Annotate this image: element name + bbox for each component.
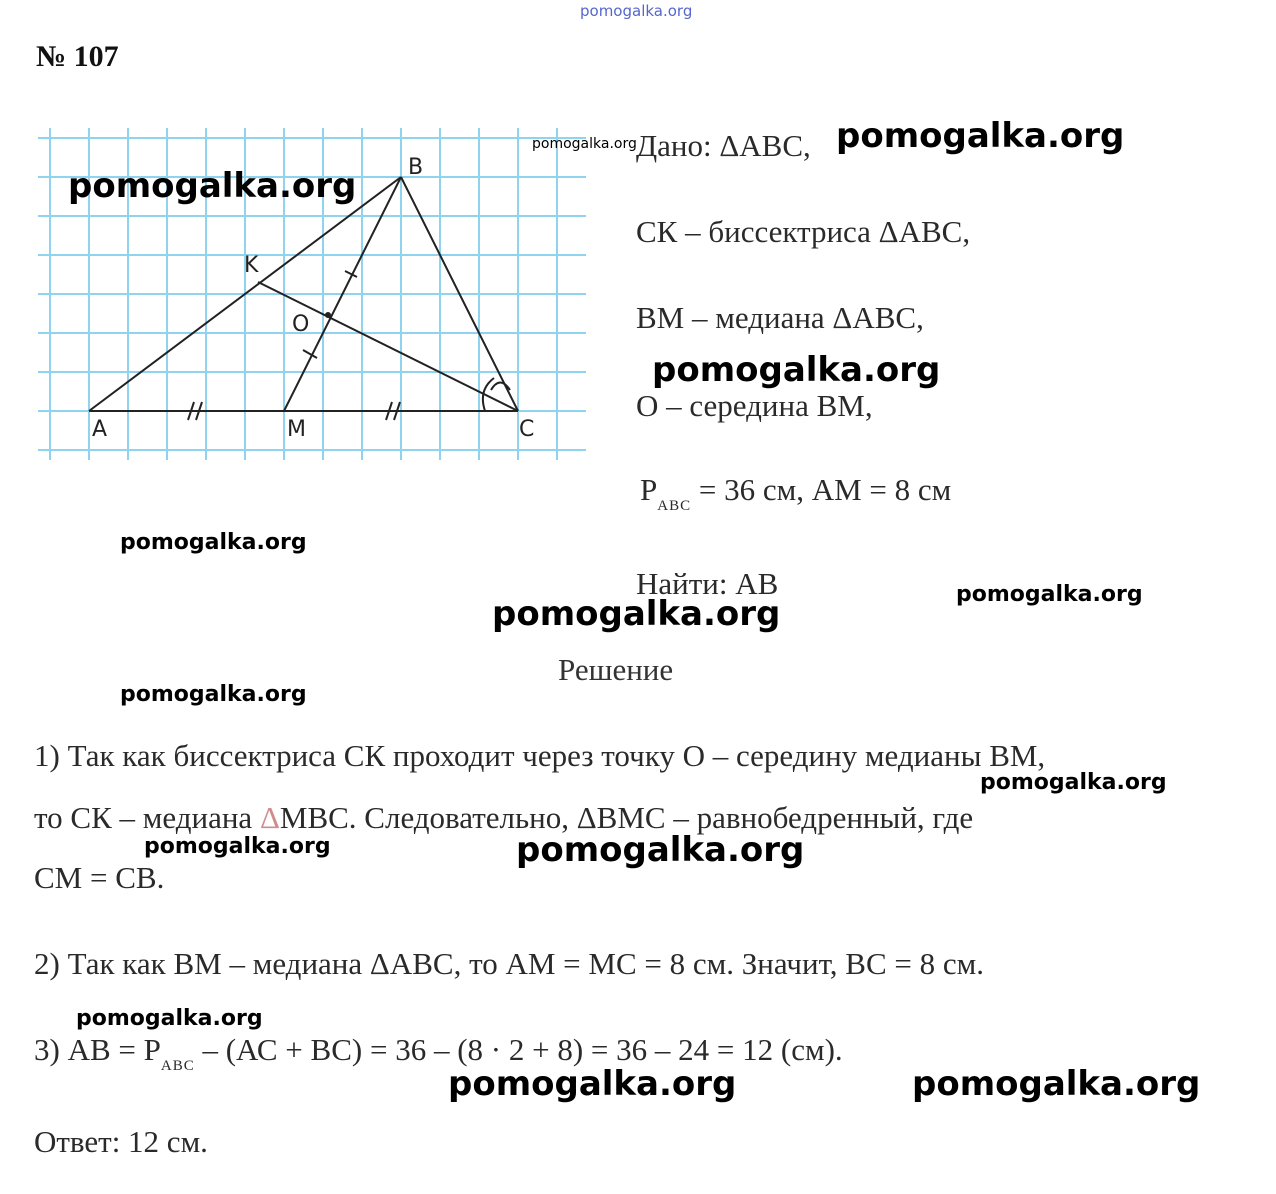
label-k: K: [244, 253, 259, 278]
label-m: M: [287, 417, 306, 442]
figure-watermark: pomogalka.org: [68, 166, 357, 206]
center-watermark-2: pomogalka.org: [516, 830, 805, 870]
bottom-watermark-2: pomogalka.org: [912, 1064, 1201, 1104]
left-watermark-2: pomogalka.org: [120, 682, 307, 707]
left-watermark-1: pomogalka.org: [120, 530, 307, 555]
figure-small-watermark: pomogalka.org: [532, 136, 637, 152]
center-watermark-1: pomogalka.org: [492, 594, 781, 634]
solution-step-1-line-2: то СК – медиана ΔМВС. Следовательно, ΔВМС – равнобедренный, где: [34, 800, 974, 835]
solution-step-2: 2) Так как ВМ – медиана ΔАВС, то АМ = МС = 8 см. Значит, ВС = 8 см.: [34, 946, 984, 981]
solution-step-1-line-3: СМ = СВ.: [34, 860, 165, 895]
given-line-1: Дано: ΔАВС,: [636, 128, 811, 163]
bottom-watermark-1: pomogalka.org: [448, 1064, 737, 1104]
point-o: [325, 312, 331, 318]
label-a: A: [92, 417, 108, 442]
left-watermark-4: pomogalka.org: [76, 1006, 263, 1031]
given-perimeter: $P_{ABC} = 36$ см, АМ = 8 см: [640, 472, 952, 514]
solution-heading: Решение: [558, 652, 674, 687]
left-watermark-3: pomogalka.org: [144, 834, 331, 859]
given-line-3: ВМ – медиана ΔАВС,: [636, 300, 924, 335]
label-c: C: [519, 417, 535, 442]
answer: Ответ: 12 см.: [34, 1124, 208, 1159]
triangle-figure: [0, 0, 600, 470]
given-line-4: О – середина ВМ,: [636, 388, 873, 423]
top-watermark: pomogalka.org: [580, 2, 693, 20]
label-b: B: [408, 155, 424, 180]
solution-step-3: 3) АВ = $P_{ABC} - (АС + ВС) = 36 - (8 \cdot 2 + 8) = 36 - 24 = 12$ (см).: [34, 1032, 843, 1074]
given-watermark: pomogalka.org: [836, 116, 1125, 156]
given-line-2: СК – биссектриса ΔАВС,: [636, 214, 971, 249]
mid-right-watermark: pomogalka.org: [652, 350, 941, 390]
right-watermark-2: pomogalka.org: [980, 770, 1167, 795]
label-o: O: [292, 312, 310, 337]
solution-step-1-line-1: 1) Так как биссектриса СК проходит через точку О – середину медианы ВМ,: [34, 738, 1046, 773]
problem-number: № 107: [36, 40, 119, 73]
right-watermark-1: pomogalka.org: [956, 582, 1143, 607]
find-line: Найти: АВ: [636, 566, 779, 601]
